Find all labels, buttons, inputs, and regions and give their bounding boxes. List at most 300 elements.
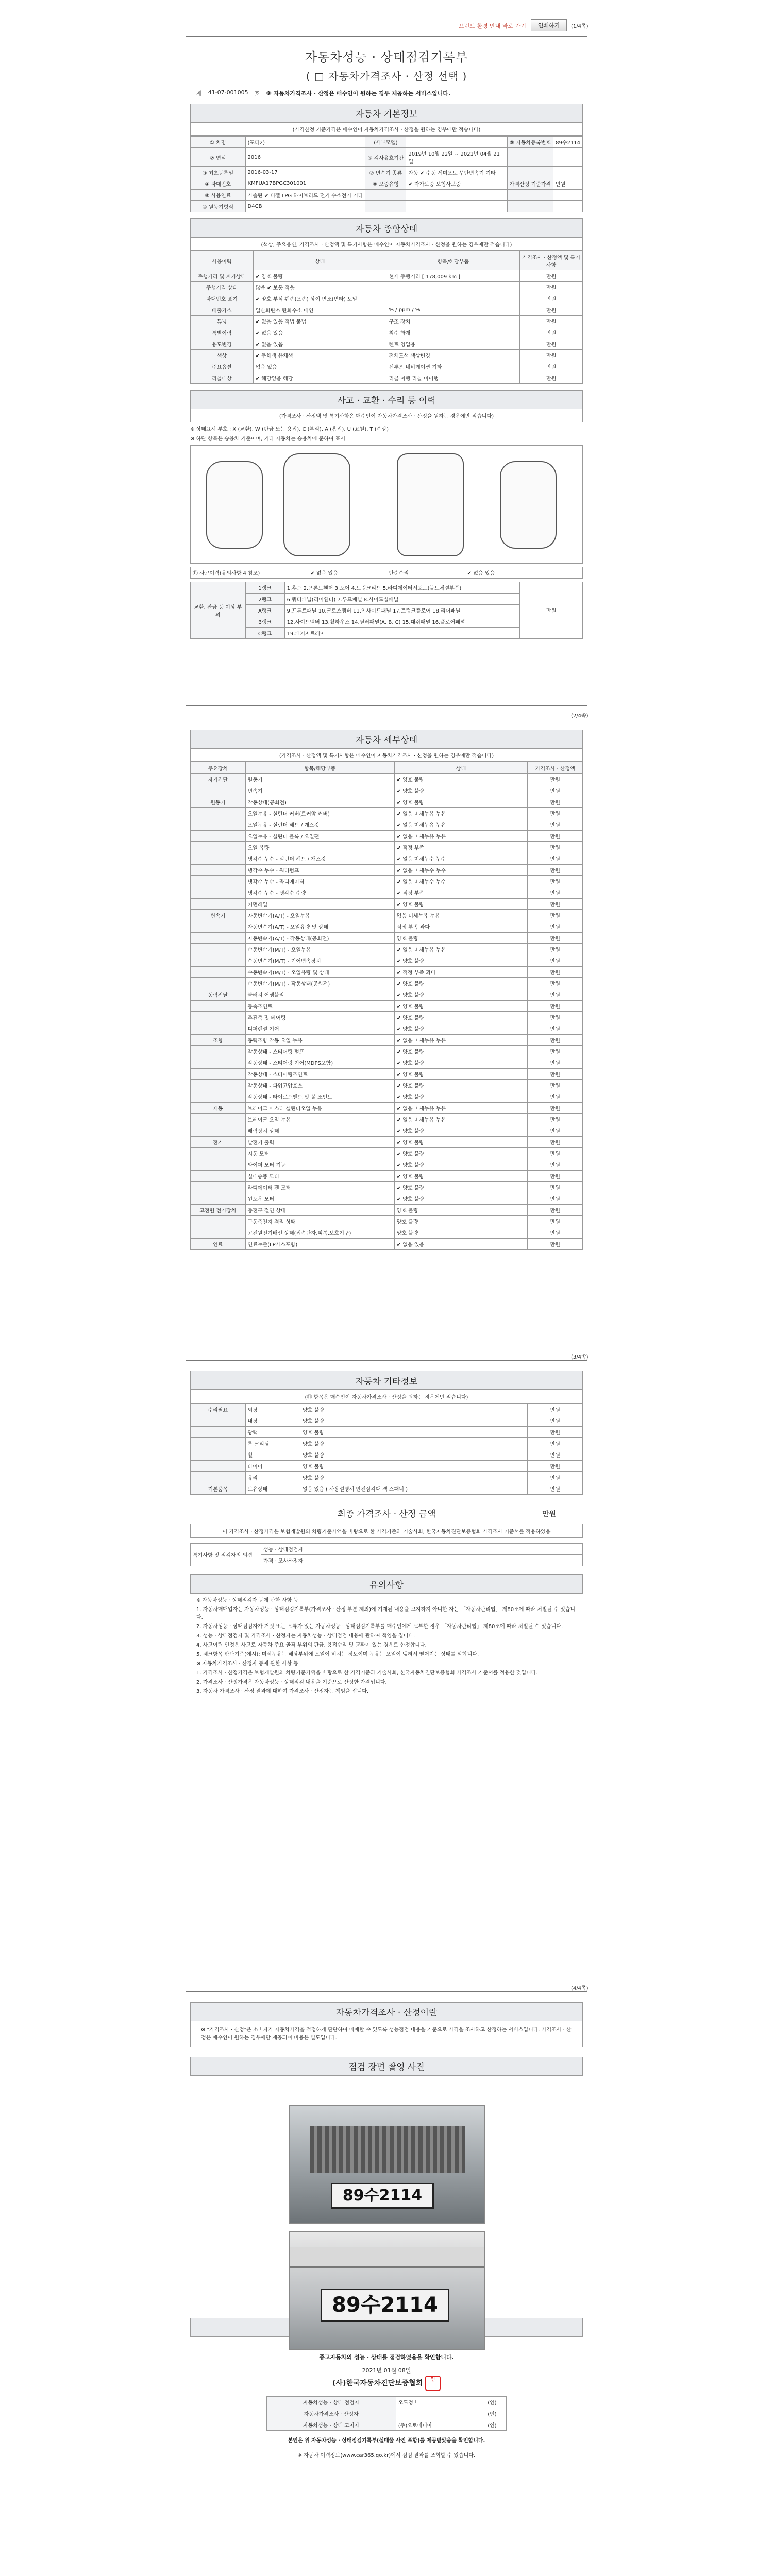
sig-name (396, 2408, 478, 2419)
basic-value-2: ✔ 자가보증 보험사보증 (406, 178, 507, 190)
etc-part: 타이어 (245, 1461, 300, 1472)
parts-row (191, 582, 583, 594)
detail-head (191, 762, 583, 774)
detail-part: 변속기 (245, 785, 394, 796)
detail-state: ✔ 양호 불량 (394, 796, 528, 808)
detail-price: 만원 (528, 1057, 583, 1069)
detail-row (191, 842, 583, 853)
etc-state: 양호 불량 (300, 1449, 528, 1461)
etc-state: 양호 불량 (300, 1461, 528, 1472)
detail-part: 고전원전기배선 상태(접속단자,피복,보호기구) (245, 1227, 394, 1239)
etc-state: 양호 불량 (300, 1404, 528, 1415)
detail-group: 고전원 전기장치 (191, 1205, 246, 1216)
detail-price: 만원 (528, 831, 583, 842)
etc-price: 만원 (528, 1415, 583, 1427)
etc-label: 수리필요 (191, 1404, 246, 1415)
basic-value: KMFUA17BPGC301001 (245, 178, 365, 190)
bottom-info-note: ※ 자동차 이력정보(www.car365.go.kr)에서 점검 결과를 조회할 수 있습니다. (297, 2453, 476, 2459)
summary-row (191, 304, 583, 316)
car-diagram (190, 445, 583, 564)
detail-group: 조향 (191, 1035, 246, 1046)
detail-group (191, 933, 246, 944)
detail-state: ✔ 양호 불량 (394, 1057, 528, 1069)
photo-1-plate: 89수2114 (331, 2183, 434, 2209)
detail-group: 자기진단 (191, 774, 246, 785)
summary-item: 리콜대상 (191, 372, 254, 384)
print-button[interactable]: 인쇄하기 (531, 19, 567, 31)
summary-row (191, 270, 583, 282)
parts-items: 1.후드 2.프론트휀더 3.도어 4.트렁크리드 5.라디에이터서포트(볼트체결부품) (284, 582, 520, 594)
detail-group: 변속기 (191, 910, 246, 921)
basic-value-3 (553, 201, 583, 212)
basic-label: ⑨ 사용연료 (191, 190, 246, 201)
detail-row (191, 831, 583, 842)
detail-part: 추진축 및 베어링 (245, 1012, 394, 1023)
notes-title: 유의사항 (190, 1574, 583, 1594)
etc-label (191, 1427, 246, 1438)
detail-part: 작동상태(공회전) (245, 796, 394, 808)
page-2 (186, 719, 587, 1347)
detail-part: 수동변속기(M/T) - 작동상태(공회전) (245, 978, 394, 989)
detail-part: 동력조향 작동 오일 누유 (245, 1035, 394, 1046)
detail-row (191, 1001, 583, 1012)
detail-state: ✔ 적정 부족 (394, 842, 528, 853)
detail-state: ✔ 양호 불량 (394, 955, 528, 967)
detail-state: 양호 불량 (394, 1216, 528, 1227)
parts-items: 12.사이드멤버 13.휠하우스 14.필러패널(A, B, C) 15.대쉬패널 16.플로어패널 (284, 616, 520, 628)
company-seal: 인 (425, 2376, 441, 2391)
detail-part: 작동상태 - 타이로드엔드 및 볼 조인트 (245, 1091, 394, 1103)
summary-table (190, 251, 583, 384)
etc-part: 외장 (245, 1404, 300, 1415)
signature-company: (사)한국자동차진단보증협회 (332, 2379, 423, 2388)
detail-row (191, 1159, 583, 1171)
basic-value-2: 2019년 10월 22일 ~ 2021년 04월 21일 (406, 148, 507, 167)
detail-price: 만원 (528, 1114, 583, 1125)
basic-value-2: 자동 ✔ 수동 세미오토 무단변속기 기타 (406, 167, 507, 178)
detail-part: 수동변속기(M/T) - 기어변속장치 (245, 955, 394, 967)
detail-group (191, 1091, 246, 1103)
detail-part: 작동상태 - 스티어링 펌프 (245, 1046, 394, 1057)
detail-price: 만원 (528, 796, 583, 808)
etc-part: 광택 (245, 1427, 300, 1438)
detail-group (191, 1182, 246, 1193)
basic-value: 2016-03-17 (245, 167, 365, 178)
note-item: 1. 가격조사 · 산정가격은 보험개발원의 차량기준가액을 바탕으로 한 가격기준과 기술사회, 한국자동차진단보증협회 가격조사 기준서를 적용한 것입니다. (196, 1670, 538, 1676)
detail-part: 냉각수 누수 - 냉각수 수량 (245, 887, 394, 899)
detail-row (191, 1023, 583, 1035)
detail-group (191, 785, 246, 796)
detail-group (191, 1193, 246, 1205)
summary-price: 만원 (520, 304, 583, 316)
detail-price: 만원 (528, 1069, 583, 1080)
detail-price: 만원 (528, 1148, 583, 1159)
detail-row (191, 853, 583, 865)
detail-state: 양호 불량 (394, 933, 528, 944)
etc-part: 내장 (245, 1415, 300, 1427)
summary-detail: 선루프 네비게이션 기타 (386, 361, 520, 372)
etc-label (191, 1415, 246, 1427)
detail-group (191, 1159, 246, 1171)
note-item: 4. 사고이력 인정은 사고로 자동차 주요 골격 부위의 판금, 용접수리 및 교환이 있는 경우로 한정합니다. (196, 1642, 427, 1648)
detail-part: 라디에이터 팬 모터 (245, 1182, 394, 1193)
summary-title: 자동차 종합상태 (190, 218, 583, 238)
inspector-label: 성능 · 상태점검자 (261, 1544, 347, 1555)
detail-row (191, 910, 583, 921)
inspection-photo-1 (289, 2105, 485, 2224)
parts-items: 19.패키지트레이 (284, 628, 520, 639)
detail-row (191, 967, 583, 978)
detail-row (191, 865, 583, 876)
summary-price: 만원 (520, 316, 583, 327)
summary-state: ✔ 없음 있음 (253, 338, 386, 350)
parts-rank: A랭크 (245, 605, 284, 616)
sig-role: 자동차가격조사 · 산정자 (266, 2408, 396, 2419)
etc-table (190, 1403, 583, 1495)
notes-list (196, 1597, 577, 1696)
accident-note: (가격조사 · 산정액 및 특기사항은 매수인이 자동차가격조사 · 산정을 원하는 경우에만 적습니다) (190, 409, 583, 422)
note-item: 2. 가격조사 · 산정가격은 자동차성능 · 상태점검 내용을 기준으로 산정한 가격입니다. (196, 1680, 387, 1685)
detail-price: 만원 (528, 1035, 583, 1046)
summary-note: (색상, 주요옵션, 가격조사 · 산정액 및 특기사항은 매수인이 자동차가격조사 · 산정을 원하는 경우에만 적습니다) (190, 238, 583, 251)
detail-state: 양호 불량 (394, 1205, 528, 1216)
basic-label-2: ⑧ 보증유형 (365, 178, 406, 190)
sig-stamp: (인) (478, 2408, 507, 2419)
detail-part: 클러치 어셈블리 (245, 989, 394, 1001)
summary-price: 만원 (520, 361, 583, 372)
detail-head-cell: 가격조사 · 산정액 (528, 762, 583, 774)
etc-row (191, 1449, 583, 1461)
summary-item: 용도변경 (191, 338, 254, 350)
detail-price: 만원 (528, 808, 583, 819)
detail-price: 만원 (528, 842, 583, 853)
detail-row (191, 1239, 583, 1250)
detail-price: 만원 (528, 1001, 583, 1012)
detail-group (191, 1057, 246, 1069)
detail-group: 동력전달 (191, 989, 246, 1001)
basic-info-title: 자동차 기본정보 (190, 104, 583, 123)
detail-row (191, 899, 583, 910)
basic-label-3: 가격산정 기준가격 (507, 178, 553, 190)
summary-price: 만원 (520, 372, 583, 384)
detail-price: 만원 (528, 1091, 583, 1103)
detail-price: 만원 (528, 921, 583, 933)
detail-group (191, 944, 246, 955)
basic-row (191, 190, 583, 201)
page-3 (186, 1360, 587, 1978)
detail-group (191, 1046, 246, 1057)
detail-state: ✔ 양호 불량 (394, 978, 528, 989)
detail-price: 만원 (528, 1125, 583, 1137)
detail-group (191, 1012, 246, 1023)
page-3-number: (3/4쪽) (571, 1354, 589, 1360)
sig-name: (주)오토메니아 (396, 2419, 478, 2431)
parts-table (190, 582, 583, 639)
etc-state: 없음 있음 ( 사용설명서 안전삼각대 잭 스패너 ) (300, 1483, 528, 1495)
detail-part: 오일누유 - 실린더 커버(로커암 커버) (245, 808, 394, 819)
detail-group (191, 1080, 246, 1091)
etc-price: 만원 (528, 1472, 583, 1483)
basic-info-table (190, 136, 583, 212)
detail-group (191, 819, 246, 831)
parts-rank: B랭크 (245, 616, 284, 628)
etc-row (191, 1415, 583, 1427)
sig-row (266, 2397, 507, 2408)
etc-row (191, 1404, 583, 1415)
page-4-number: (4/4쪽) (571, 1986, 589, 1991)
basic-value-3: 89수2114 (553, 137, 583, 148)
summary-row (191, 293, 583, 304)
note-item: 1. 자동차매매업자는 자동차성능 · 상태점검기록부(가격조사 · 산정 부분 제외)에 기재된 내용을 고지하지 아니한 자는 「자동차관리법」 제80조에 따라 처벌될 수 있습니다. (196, 1607, 576, 1620)
detail-row (191, 876, 583, 887)
detail-price: 만원 (528, 1023, 583, 1035)
basic-label-3 (507, 148, 553, 167)
detail-state: ✔ 양호 불량 (394, 1182, 528, 1193)
detail-state: ✔ 양호 불량 (394, 1159, 528, 1171)
detail-state: ✔ 양호 불량 (394, 774, 528, 785)
basic-label: ⑩ 원동기형식 (191, 201, 246, 212)
document-subtitle: ( □ 자동차가격조사 · 산정 선택 ) (306, 70, 467, 82)
record-number-label: 제 (196, 90, 202, 97)
detail-part: 자동변속기(A/T) - 오일누유 (245, 910, 394, 921)
detail-part: 오일누유 - 실린더 헤드 / 개스킷 (245, 819, 394, 831)
parts-rank: C랭크 (245, 628, 284, 639)
detail-part: 디퍼렌셜 기어 (245, 1023, 394, 1035)
detail-state: ✔ 양호 불량 (394, 1012, 528, 1023)
parts-price: 만원 (520, 582, 583, 639)
basic-label-3: ⑤ 자동차등록번호 (507, 137, 553, 148)
etc-part: 유리 (245, 1472, 300, 1483)
accident-table (190, 567, 583, 579)
detail-state: ✔ 없음 미세누수 누수 (394, 865, 528, 876)
detail-row (191, 774, 583, 785)
basic-label: ① 차명 (191, 137, 246, 148)
detail-state: ✔ 양호 불량 (394, 785, 528, 796)
appraisal-explain-title: 자동차가격조사 · 산정이란 (190, 2002, 583, 2021)
basic-value-2 (406, 190, 507, 201)
detail-part: 냉각수 누수 - 워터펌프 (245, 865, 394, 876)
sig-stamp: (인) (478, 2397, 507, 2408)
etc-price: 만원 (528, 1438, 583, 1449)
detail-state: ✔ 양호 불량 (394, 1080, 528, 1091)
document-title: 자동차성능 · 상태점검기록부 (305, 50, 468, 64)
summary-item: 주행거리 상태 (191, 282, 254, 293)
basic-value-2 (406, 137, 507, 148)
summary-head-cell: 가격조사 · 산정액 및 특기사항 (520, 251, 583, 270)
detail-price: 만원 (528, 1227, 583, 1239)
detail-group (191, 899, 246, 910)
photo-1-grille (310, 2126, 465, 2173)
basic-label-2 (365, 190, 406, 201)
summary-detail (386, 282, 520, 293)
basic-label-2: (세부모델) (365, 137, 406, 148)
detail-price: 만원 (528, 910, 583, 921)
detail-head-cell: 항목/해당부품 (245, 762, 394, 774)
page-number: (1/4쪽) (571, 24, 589, 29)
parts-head: 교환, 판금 등 이상 부위 (191, 582, 246, 639)
detail-price: 만원 (528, 944, 583, 955)
note-item: 2. 자동차성능 · 상태점검자가 거짓 또는 오류가 있는 자동차성능 · 상태점검기록부를 매수인에게 교부한 경우 「자동차관리법」 제80조에 따라 처벌될 수 있습니다. (196, 1624, 563, 1630)
etc-price: 만원 (528, 1483, 583, 1495)
car-top-front (283, 453, 350, 556)
etc-state: 양호 불량 (300, 1415, 528, 1427)
etc-part: 휠 (245, 1449, 300, 1461)
etc-row (191, 1483, 583, 1495)
summary-item: 배출가스 (191, 304, 254, 316)
final-price-note: 이 가격조사 · 산정가격은 보험개발원의 차량기준가액을 바탕으로 한 가격기준과 기술사회, 한국자동차진단보증협회 가격조사 기준서를 적용하였음 (190, 1524, 583, 1538)
signer-table (190, 1543, 583, 1566)
detail-part: 브레이크 오일 누유 (245, 1114, 394, 1125)
detail-part: 작동상태 - 스티어링조인트 (245, 1069, 394, 1080)
simple-repair-label: 단순수리 (386, 567, 465, 579)
car-side-left (206, 461, 263, 549)
signature-date: 2021년 01월 08일 (362, 2367, 411, 2374)
parts-items: 9.프론트패널 10.크로스멤버 11.인사이드패널 17.트렁크플로어 18.리어패널 (284, 605, 520, 616)
detail-part: 배력장치 상태 (245, 1125, 394, 1137)
detail-state: ✔ 없음 미세누유 누유 (394, 808, 528, 819)
detail-state: ✔ 양호 불량 (394, 1069, 528, 1080)
detail-group (191, 1227, 246, 1239)
accident-legend-2: ※ 하단 항목은 승용차 기준이며, 기타 자동차는 승용차에 준하여 표시 (190, 436, 345, 442)
page-2-number: (2/4쪽) (571, 713, 589, 719)
sig-row (266, 2419, 507, 2431)
basic-label-3 (507, 190, 553, 201)
summary-head-cell: 사용이력 (191, 251, 254, 270)
detail-state: 없음 미세누유 누유 (394, 910, 528, 921)
detail-part: 커먼레일 (245, 899, 394, 910)
parts-items: 6.쿼터패널(리어휀더) 7.루프패널 8.사이드실패널 (284, 594, 520, 605)
detail-state: ✔ 양호 불량 (394, 1046, 528, 1057)
summary-price: 만원 (520, 350, 583, 361)
detail-row (191, 1035, 583, 1046)
detail-state: ✔ 양호 불량 (394, 1001, 528, 1012)
detail-part: 오일 유량 (245, 842, 394, 853)
detail-price: 만원 (528, 933, 583, 944)
etc-price: 만원 (528, 1449, 583, 1461)
detail-group (191, 1069, 246, 1080)
detail-group: 연료 (191, 1239, 246, 1250)
summary-row (191, 372, 583, 384)
detail-price: 만원 (528, 1012, 583, 1023)
detail-row (191, 978, 583, 989)
summary-detail: 전체도색 색상변경 (386, 350, 520, 361)
detail-state: ✔ 없음 미세누유 누유 (394, 831, 528, 842)
summary-price: 만원 (520, 327, 583, 338)
detail-part: 실내송풍 모터 (245, 1171, 394, 1182)
detail-head-cell: 상태 (394, 762, 528, 774)
appraisal-explain-desc: ※ "가격조사 · 산정"은 소비자가 자동차가격을 적정하게 판단하여 매매할 수 있도록 성능점검 내용을 기준으로 가격을 조사하고 산정하는 서비스입니다. 가격조사 · 산정은 매수인이 원하는 경우에만 제공되며 비용은 별도입니다. (190, 2021, 583, 2047)
detail-price: 만원 (528, 785, 583, 796)
detail-note: (가격조사 · 산정액 및 특기사항은 매수인이 자동차가격조사 · 산정을 원하는 경우에만 적습니다) (190, 749, 583, 762)
bottom-confirm-note: 본인은 위 자동차성능 · 상태점검기록부(실매물 사진 포함)를 제공받았음을 확인합니다. (288, 2438, 485, 2444)
summary-item: 주행거리 및 계기상태 (191, 270, 254, 282)
basic-row (191, 137, 583, 148)
etc-label (191, 1438, 246, 1449)
detail-price: 만원 (528, 1193, 583, 1205)
detail-part: 작동상태 - 스티어링 기어(MDPS포함) (245, 1057, 394, 1069)
detail-row (191, 1205, 583, 1216)
detail-part: 수동변속기(M/T) - 오일누유 (245, 944, 394, 955)
inspection-photo-2 (289, 2231, 485, 2350)
basic-row (191, 201, 583, 212)
summary-item: 차대번호 표기 (191, 293, 254, 304)
etc-price: 만원 (528, 1461, 583, 1472)
detail-row (191, 1069, 583, 1080)
detail-table (190, 762, 583, 1250)
detail-part: 오일누유 - 실린더 블록 / 오일팬 (245, 831, 394, 842)
detail-state: ✔ 없음 있음 (394, 1239, 528, 1250)
etc-state: 양호 불량 (300, 1427, 528, 1438)
detail-state: 적정 부족 과다 (394, 921, 528, 933)
summary-state: ✔ 양호 부식 훼손(오손) 상이 변조(변타) 도말 (253, 293, 386, 304)
summary-detail: 리콜 이행 리콜 미이행 (386, 372, 520, 384)
summary-detail: 렌트 영업용 (386, 338, 520, 350)
etc-label: 기본품목 (191, 1483, 246, 1495)
accident-history-value: ✔ 없음 있음 (308, 567, 386, 579)
car-top-under (397, 453, 464, 556)
detail-row (191, 1091, 583, 1103)
sig-role: 자동차성능 · 상태 점검자 (266, 2397, 396, 2408)
detail-state: ✔ 양호 불량 (394, 899, 528, 910)
page-4 (186, 1991, 587, 2563)
etc-row (191, 1427, 583, 1438)
accident-legend: ※ 상태표시 부호 : X (교환), W (판금 또는 용접), C (부식), A (흠집), U (요철), T (손상) (190, 427, 389, 432)
final-price-unit: 만원 (542, 1510, 556, 1518)
detail-group (191, 887, 246, 899)
detail-part: 시동 모터 (245, 1148, 394, 1159)
detail-group: 원동기 (191, 796, 246, 808)
detail-state: ✔ 없음 미세누유 누유 (394, 1103, 528, 1114)
detail-group (191, 865, 246, 876)
summary-head-cell: 상태 (253, 251, 386, 270)
detail-state: ✔ 적정 부족 (394, 887, 528, 899)
summary-state: ✔ 무채색 유채색 (253, 350, 386, 361)
basic-row (191, 148, 583, 167)
etc-label (191, 1472, 246, 1483)
summary-detail: % / ppm / % (386, 304, 520, 316)
detail-row (191, 1046, 583, 1057)
detail-price: 만원 (528, 1137, 583, 1148)
detail-price: 만원 (528, 1159, 583, 1171)
detail-row (191, 944, 583, 955)
etc-row (191, 1461, 583, 1472)
detail-state: ✔ 적정 부족 과다 (394, 967, 528, 978)
detail-price: 만원 (528, 887, 583, 899)
summary-state: ✔ 양호 불량 (253, 270, 386, 282)
etc-row (191, 1438, 583, 1449)
detail-row (191, 887, 583, 899)
detail-price: 만원 (528, 1239, 583, 1250)
summary-head-cell: 항목/해당부품 (386, 251, 520, 270)
detail-row (191, 1057, 583, 1069)
summary-row (191, 282, 583, 293)
summary-state: 일산화탄소 탄화수소 매연 (253, 304, 386, 316)
sig-stamp: (인) (478, 2419, 507, 2431)
summary-row (191, 361, 583, 372)
basic-label-3 (507, 201, 553, 212)
print-guide-link[interactable]: 프린트 환경 안내 바로 가기 (459, 23, 526, 29)
detail-row (191, 1137, 583, 1148)
basic-value-3 (553, 167, 583, 178)
detail-price: 만원 (528, 955, 583, 967)
detail-state: ✔ 양호 불량 (394, 1137, 528, 1148)
basic-label: ④ 차대번호 (191, 178, 246, 190)
etc-state: 양호 불량 (300, 1472, 528, 1483)
detail-row (191, 785, 583, 796)
basic-row (191, 178, 583, 190)
detail-row (191, 1148, 583, 1159)
detail-state: ✔ 없음 미세누수 누수 (394, 853, 528, 865)
